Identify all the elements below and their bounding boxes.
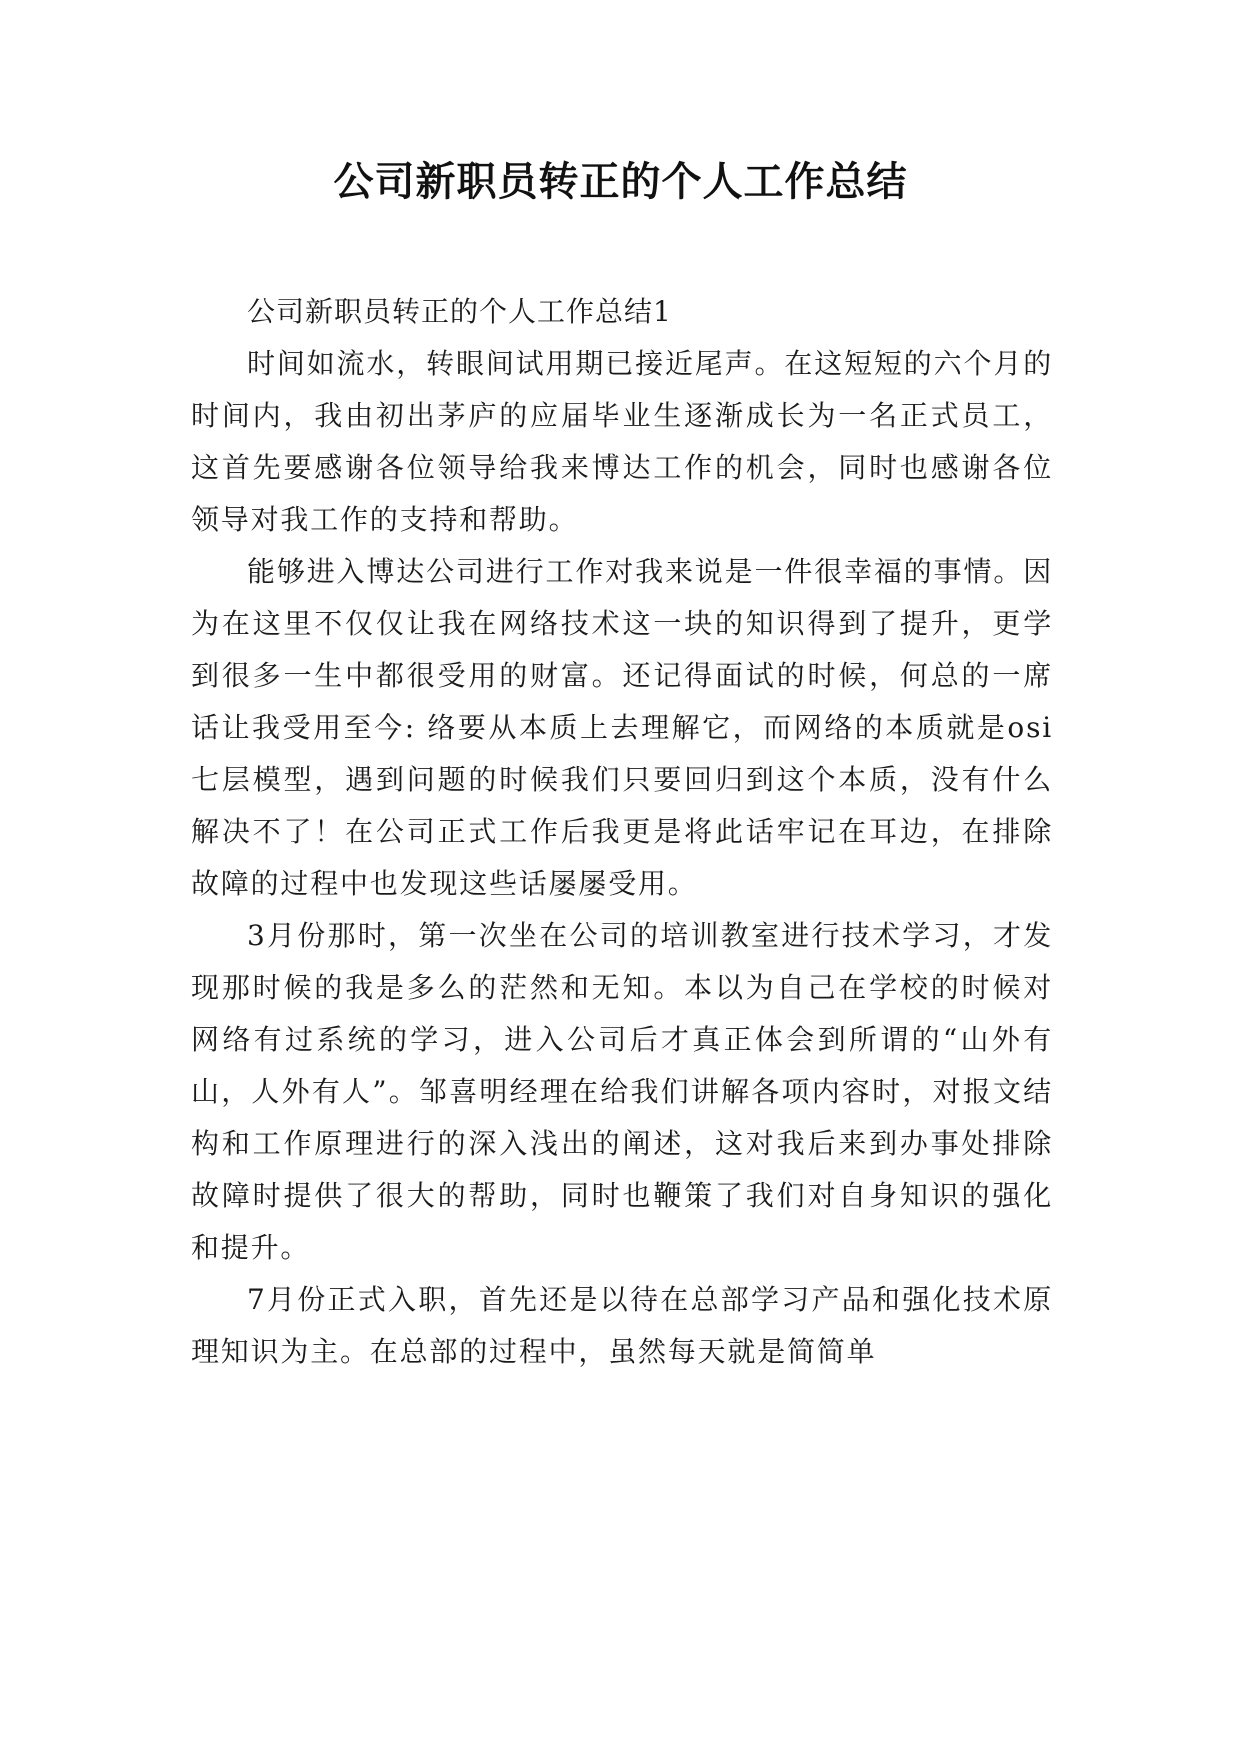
- paragraph: 7月份正式入职，首先还是以待在总部学习产品和强化技术原理知识为主。在总部的过程中，虽然每天就是简简单: [191, 1283, 1053, 1368]
- section-heading: 公司新职员转正的个人工作总结1: [247, 295, 672, 328]
- paragraph: 能够进入博达公司进行工作对我来说是一件很幸福的事情。因为在这里不仅仅让我在网络技术这一块的知识得到了提升，更学到很多一生中都很受用的财富。还记得面试的时候，何总的一席话让我受用至今: 络要从本质上去理解它，而网络的本质就是osi七层模型，遇到问题的时候我们只要回归到这个本质，没有什么解决不了！在公司正式工作后我更是将此话牢记在耳边，在排除故障的过程中也发现这些话屡屡受用。: [191, 555, 1053, 900]
- paragraph: 时间如流水，转眼间试用期已接近尾声。在这短短的六个月的时间内，我由初出茅庐的应届毕业生逐渐成长为一名正式员工，这首先要感谢各位领导给我来博达工作的机会，同时也感谢各位领导对我工作的支持和帮助。: [191, 347, 1053, 536]
- document-title: 公司新职员转正的个人工作总结: [333, 159, 908, 205]
- document-body: [191, 286, 1053, 1378]
- paragraph: 3月份那时，第一次坐在公司的培训教室进行技术学习，才发现那时候的我是多么的茫然和无知。本以为自己在学校的时候对网络有过系统的学习，进入公司后才真正体会到所谓的“山外有山，人外有人”。邹喜明经理在给我们讲解各项内容时，对报文结构和工作原理进行的深入浅出的阐述，这对我后来到办事处排除故障时提供了很大的帮助，同时也鞭策了我们对自身知识的强化和提升。: [191, 919, 1053, 1264]
